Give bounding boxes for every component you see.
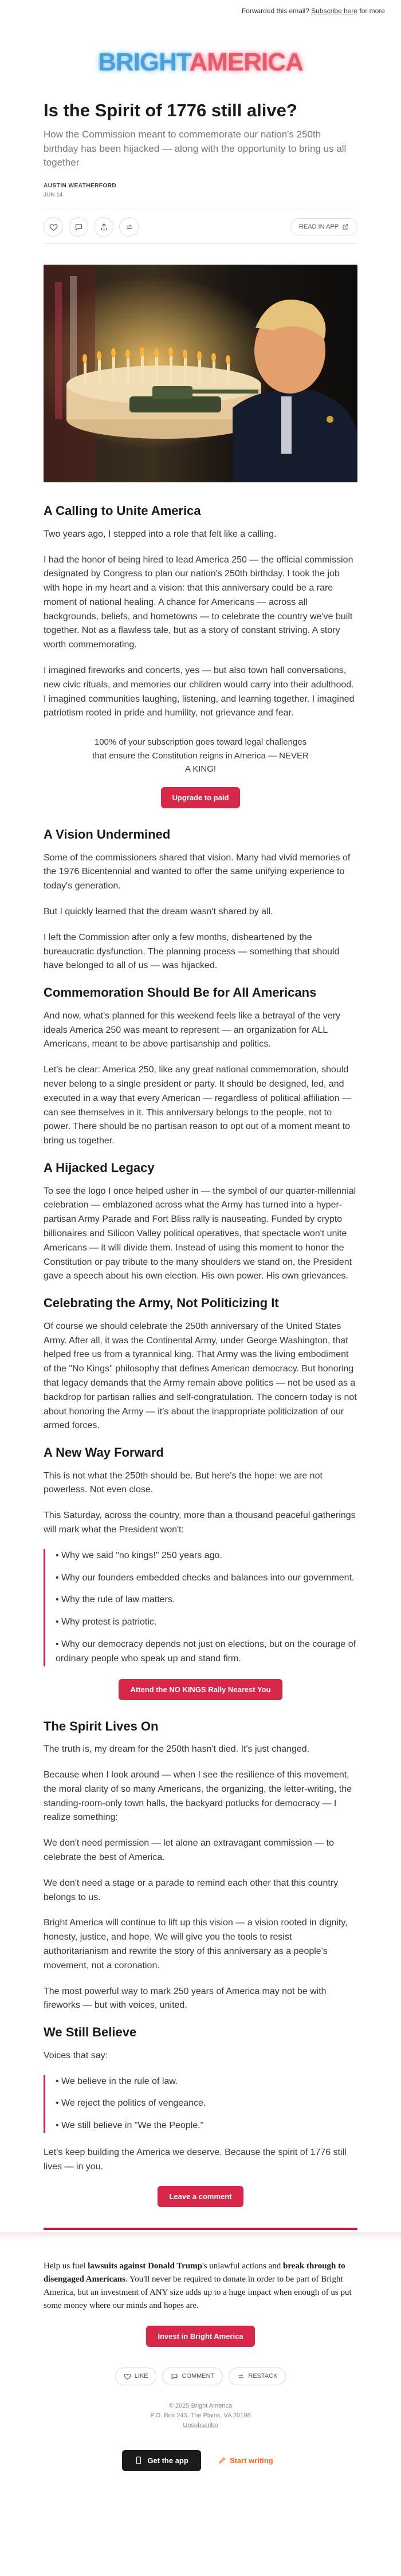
post-subtitle: How the Commission meant to commemorate our nation's 250th birthday has been hijacked — along with the opportunity to bring us all together (44, 129, 347, 168)
bottom-actions (0, 2367, 401, 2385)
heading-hijacked-legacy: A Hijacked Legacy (44, 1160, 155, 1175)
share-button[interactable] (94, 217, 113, 237)
get-app-button[interactable] (122, 2450, 201, 2471)
start-writing-link[interactable] (213, 2450, 279, 2471)
paragraph: The truth is, my dream for the 250th hasn't died. It's just changed. (44, 1744, 310, 1755)
pencil-icon (218, 2456, 226, 2464)
forward-suffix: for more (359, 7, 385, 15)
subscription-callout (44, 732, 357, 776)
brand-part-1: BRIGHT (98, 48, 190, 76)
heading-vision-undermined: A Vision Undermined (44, 827, 171, 842)
post-action-row (44, 210, 357, 244)
brand-logo[interactable] (0, 19, 401, 100)
start-writing-label: Start writing (229, 2456, 273, 2465)
paragraph: But I quickly learned that the dream wasn't shared by all. (44, 907, 273, 917)
unsubscribe-link[interactable]: Unsubscribe (183, 2421, 218, 2429)
no-kings-quote-list (44, 1549, 357, 1666)
paragraph: Because when I look around — when I see the resilience of this movement, the moral clarity of so many Americans, the organizing, the letter-writing, the standing-room-only town halls, the backyard potlucks for democracy — I realize something: (44, 1770, 352, 1823)
heading-spirit-lives-on: The Spirit Lives On (44, 1718, 159, 1733)
post-date: JUN 14 (44, 192, 63, 199)
note-part: Help us fuel (44, 2261, 88, 2271)
paragraph: To see the logo I once helped usher in — the symbol of our quarter-millennial celebration — emblazoned across what the Army has turned into a hyper-partisan Army Parade and Fort Bliss rally is nauseating. Funded by crypto billionaires and Silicon Valley political operatives, that spectacle won't unite Americans — it will divide them. Instead of using this moment to honor the Constitution or pay tribute to the many shoulders we stand on, the President gave a speech about his own election. His own power. His own grievances. (44, 1186, 356, 1281)
list-item: • Why protest is patriotic. (56, 1617, 157, 1627)
hero-image[interactable] (44, 265, 357, 482)
restack-icon (125, 223, 133, 231)
paragraph: And now, what's planned for this weekend feels like a betrayal of the very ideals America 250 was meant to represent — an organization for ALL Americans, meant to be above partisanship and politics. (44, 1010, 341, 1049)
beliefs-quote-list (44, 2075, 357, 2133)
comment-icon (74, 223, 83, 231)
paragraph: Some of the commissioners shared that vision. Many had vivid memories of the 1976 Bicentennial and wanted to offer the same unifying experience to today's generation. (44, 852, 351, 891)
phone-icon (135, 2456, 143, 2464)
paragraph: I left the Commission after only a few months, disheartened by the bureaucratic dysfunction. The planning process — something that should have belonged to all of us — was hijacked. (44, 932, 340, 971)
footer-divider (44, 2228, 357, 2230)
comment-button[interactable] (69, 217, 88, 237)
share-icon (100, 223, 108, 231)
footer-divider-fade (0, 2232, 401, 2240)
attend-wrap (44, 1679, 357, 1700)
paragraph: Two years ago, I stepped into a role that felt like a calling. (44, 529, 277, 539)
footer-meta (0, 2401, 401, 2431)
heading-we-still-believe: We Still Believe (44, 2025, 137, 2040)
heading-new-way-forward: A New Way Forward (44, 1445, 164, 1460)
heading-commemoration: Commemoration Should Be for All Americans (44, 985, 317, 1000)
upgrade-to-paid-button[interactable]: Upgrade to paid (161, 787, 241, 808)
paragraph: Let's keep building the America we deserve. Because the spirit of 1776 still lives — in you. (44, 2147, 347, 2172)
get-app-label: Get the app (147, 2456, 188, 2465)
paragraph: I had the honor of being hired to lead America 250 — the official commission designated by Congress to plan our nation's 250th birthday. I took the job with hope in my heart and a vision: that this anniversary could be a rare moment of national healing. A chance for Americans — across all backgrounds, beliefs, and hometowns — to celebrate the country we've built together. Not as a flawless tale, but as a story of constant striving. A story worth commemorating. (44, 554, 353, 650)
list-item: • We believe in the rule of law. (56, 2076, 178, 2086)
heart-icon (124, 2373, 131, 2380)
external-link-icon (342, 223, 349, 230)
attend-rally-button[interactable]: Attend the NO KINGS Rally Nearest You (119, 1679, 282, 1700)
like-button[interactable] (44, 217, 63, 237)
forward-bar (0, 0, 401, 19)
upgrade-wrap (44, 787, 357, 808)
heading-celebrating-army: Celebrating the Army, Not Politicizing It (44, 1296, 279, 1311)
paragraph: I imagined fireworks and concerts, yes — but also town hall conversations, new civic rituals, and memories our children would carry into their adulthood. I imagined communities laughing, listening, and learning together. I imagined patriotism rooted in pride and humility, not grievance and fear. (44, 666, 355, 718)
like-label: LIKE (134, 2373, 148, 2380)
restack-icon (237, 2373, 245, 2380)
heart-icon (49, 223, 58, 231)
app-row (0, 2450, 401, 2471)
list-item: • Why our founders embedded checks and balances into our government. (56, 1572, 355, 1583)
note-bold: lawsuits against Donald Trump (88, 2261, 202, 2271)
restack-button[interactable] (119, 217, 139, 237)
paragraph: We don't need a stage or a parade to remind each other that this country belongs to us. (44, 1878, 339, 1902)
heading-calling-to-unite: A Calling to Unite America (44, 504, 201, 518)
list-item: • Why our democracy depends not just on elections, but on the courage of ordinary people who speak up and stand firm. (56, 1639, 356, 1663)
paragraph: Of course we should celebrate the 250th anniversary of the United States Army. After all, it was the Continental Army, under George Washington, that helped free us from a tyrannical king. That Army was the living embodiment of the "No Kings" philosophy that defines American democracy. But honoring that legacy demands that the Army remain above politics — not be used as a backdrop for partisan rallies and self-congratulation. The concern today is not about honoring the Army — it's about the inappropriate politicization of our armed forces. (44, 1321, 357, 1431)
restack-label: RESTACK (248, 2373, 278, 2380)
invest-wrap (0, 2326, 401, 2347)
comment-wrap (44, 2186, 357, 2207)
post-body (0, 503, 401, 2207)
restack-pill-button[interactable] (229, 2367, 286, 2385)
leave-comment-button[interactable]: Leave a comment (158, 2186, 243, 2207)
like-pill-button[interactable] (115, 2367, 157, 2385)
paragraph: Bright America will continue to lift up this vision — a vision rooted in dignity, honesty, justice, and hope. We will give you the tools to resist authoritarianism and rewrite the story of this anniversary as a people's movement, not a coronation. (44, 1918, 348, 1971)
action-icons (44, 217, 139, 237)
list-item: • We still believe in "We the People." (56, 2121, 204, 2131)
paragraph: Let's be clear: America 250, like any great national commemoration, should never belong to a single president or party. It should be designed, led, and executed in a way that every American — regardless of political affiliation — can see themselves in it. This anniversary belongs to the people, not to power. There should be no partisan reason to opt out of a moment meant to bring us together. (44, 1065, 351, 1146)
hero-illustration (44, 265, 357, 482)
note-part: 's unlawful actions and (202, 2261, 284, 2271)
list-item: • Why the rule of law matters. (56, 1595, 175, 1605)
note-part: . You'll never be required to donate in order to be part of Bright America, but an investment of ANY size adds up to a huge impact when enough of us put some money where our minds and hopes are. (44, 2274, 352, 2311)
callout-text: 100% of your subscription goes toward legal challenges that ensure the Constitution reigns in America — NEVER A KING! (92, 737, 309, 774)
paragraph: The most powerful way to mark 250 years of America may not be with fireworks — but with voices, united. (44, 1986, 327, 2011)
post-author[interactable]: AUSTIN WEATHERFORD (44, 183, 117, 190)
copyright: © 2025 Bright America (168, 2402, 233, 2409)
comment-label: COMMENT (182, 2373, 215, 2380)
post-header (0, 100, 401, 244)
paragraph: This is not what the 250th should be. But here's the hope: we are not powerless. Not even close. (44, 1470, 323, 1495)
comment-pill-button[interactable] (162, 2367, 223, 2385)
list-item: • We reject the politics of vengeance. (56, 2098, 206, 2109)
subscribe-link[interactable]: Subscribe here (311, 7, 357, 15)
paragraph: Voices that say: (44, 2050, 108, 2060)
invest-button[interactable]: Invest in Bright America (146, 2326, 254, 2347)
brand-part-2: AMERICA (189, 48, 303, 76)
donation-note (0, 2240, 401, 2313)
paragraph: We don't need permission — let alone an extravagant commission — to celebrate the best of America. (44, 1838, 335, 1863)
address: P.O. Box 243, The Plains, VA 20198 (150, 2412, 251, 2419)
note-bold: break through to disengaged Americans (44, 2261, 345, 2284)
list-item: • Why we said "no kings!" 250 years ago. (56, 1550, 222, 1560)
forward-text: Forwarded this email? (241, 7, 309, 15)
comment-icon (171, 2373, 178, 2380)
read-in-app-button[interactable] (290, 218, 357, 235)
read-in-app-label: READ IN APP (298, 223, 339, 231)
post-title[interactable]: Is the Spirit of 1776 still alive? (44, 100, 297, 120)
paragraph: This Saturday, across the country, more than a thousand peaceful gatherings will mark what the President won't: (44, 1511, 356, 1535)
